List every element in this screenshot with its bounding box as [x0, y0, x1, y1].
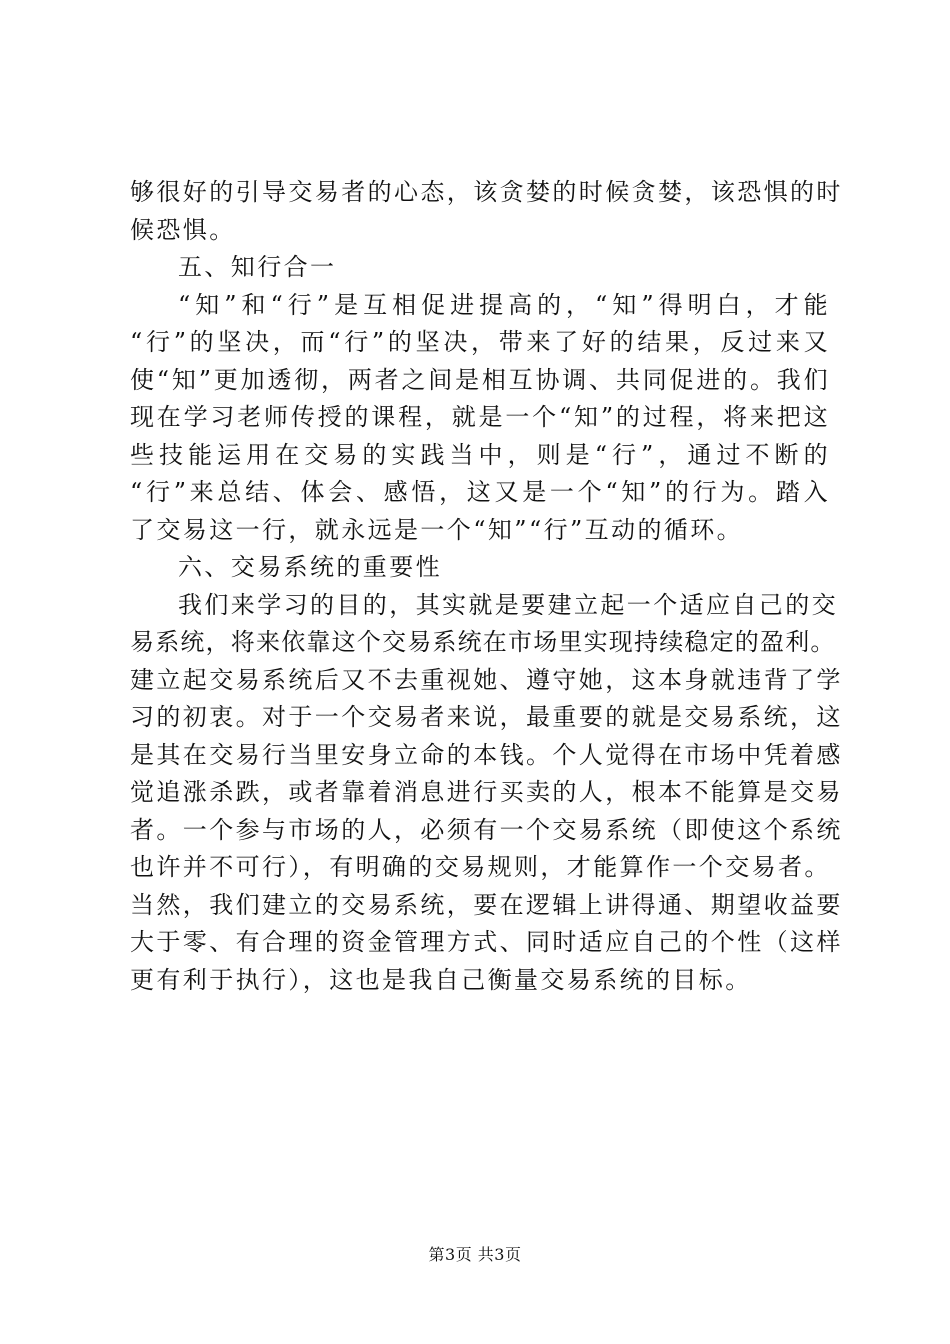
text-line: 我们来学习的目的，其实就是要建立起一个适应自己的交: [178, 590, 838, 619]
text-line: 当然，我们建立的交易系统，要在逻辑上讲得通、期望收益要: [130, 890, 843, 919]
text-line: 大于零、有合理的资金管理方式、同时适应自己的个性（这样: [130, 928, 843, 956]
text-line: 觉追涨杀跌，或者靠着消息进行买卖的人，根本不能算是交易: [130, 778, 843, 806]
document-body: [130, 174, 843, 999]
text-line: 建立起交易系统后又不去重视她、遵守她，这本身就违背了学: [130, 665, 843, 694]
text-line: 易系统，将来依靠这个交易系统在市场里实现持续稳定的盈利。: [130, 628, 836, 656]
text-line: 了交易这一行，就永远是一个“知”“行”互动的循环。: [130, 515, 744, 544]
text-line: 够很好的引导交易者的心态，该贪婪的时候贪婪，该恐惧的时: [130, 178, 843, 206]
text-line: “知”和“行”是互相促进提高的，“知”得明白，才能: [178, 290, 830, 319]
text-line: 是其在交易行当里安身立命的本钱。个人觉得在市场中凭着感: [130, 740, 843, 769]
text-line: 也许并不可行），有明确的交易规则，才能算作一个交易者。: [130, 853, 831, 881]
page-number-footer: 第3页 共3页: [428, 1245, 522, 1264]
text-line: “行”来总结、体会、感悟，这又是一个“知”的行为。踏入: [130, 478, 830, 506]
text-line: 者。一个参与市场的人，必须有一个交易系统（即使这个系统: [130, 815, 843, 844]
text-line: 使“知”更加透彻，两者之间是相互协调、共同促进的。我们: [130, 365, 830, 394]
text-line: 现在学习老师传授的课程，就是一个“知”的过程，将来把这: [130, 403, 830, 431]
text-line: “行”的坚决，而“行”的坚决，带来了好的结果，反过来又: [130, 328, 830, 356]
section-heading: 五、知行合一: [178, 253, 337, 281]
text-line: 些技能运用在交易的实践当中，则是“行”，通过不断的: [130, 440, 830, 469]
text-line: 候恐惧。: [130, 215, 236, 244]
section-heading: 六、交易系统的重要性: [178, 553, 442, 581]
text-line: 习的初衷。对于一个交易者来说，最重要的就是交易系统，这: [130, 703, 843, 731]
text-line: 更有利于执行），这也是我自己衡量交易系统的目标。: [130, 965, 752, 994]
